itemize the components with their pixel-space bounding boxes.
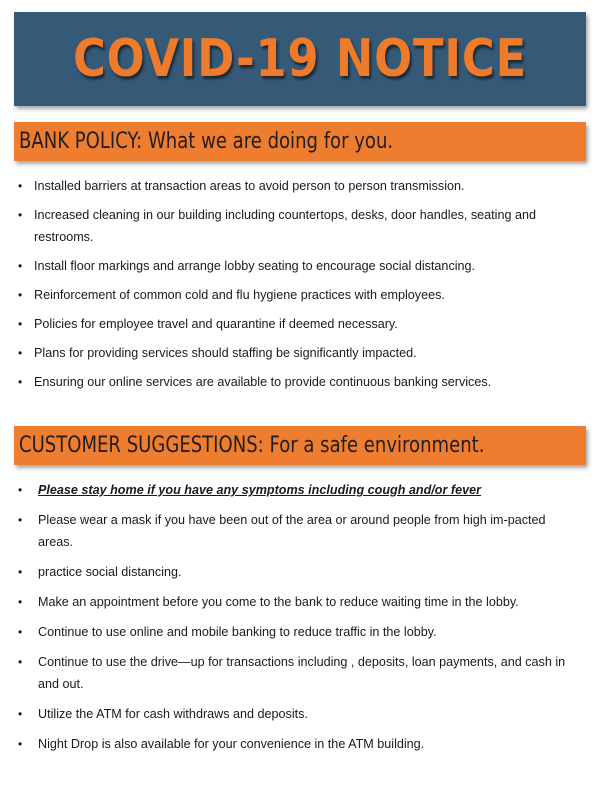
page-title: COVID-19 NOTICE bbox=[72, 29, 528, 89]
list-item: • Continue to use online and mobile banking to reduce traffic in the lobby. bbox=[18, 621, 578, 643]
list-item: • Installed barriers at transaction areas to avoid person to person transmission. bbox=[18, 175, 578, 197]
list-item: • practice social distancing. bbox=[18, 561, 578, 583]
list-item: • Continue to use the drive—up for transactions including , deposits, loan payments, and cash in and out. bbox=[18, 651, 578, 695]
list-item: • Increased cleaning in our building including countertops, desks, door handles, seating and restrooms. bbox=[18, 204, 578, 248]
stay-home-text: Please stay home if you have any symptoms including cough and/or fever bbox=[38, 483, 482, 497]
list-item: • Install floor markings and arrange lobby seating to encourage social distancing. bbox=[18, 255, 578, 277]
list-item: • Reinforcement of common cold and flu hygiene practices with employees. bbox=[18, 284, 578, 306]
list-item: • Policies for employee travel and quarantine if deemed necessary. bbox=[18, 313, 578, 335]
list-item-emphasis bbox=[18, 479, 578, 501]
bank-policy-heading: BANK POLICY: What we are doing for you. bbox=[19, 129, 394, 154]
bank-policy-list bbox=[18, 175, 578, 400]
customer-suggestions-list bbox=[18, 479, 578, 763]
list-item: • Plans for providing services should staffing be significantly impacted. bbox=[18, 342, 578, 364]
bank-policy-header bbox=[14, 122, 586, 161]
list-item: • Please wear a mask if you have been out of the area or around people from high im-pacted areas. bbox=[18, 509, 578, 553]
title-banner bbox=[14, 12, 586, 106]
list-item: • Utilize the ATM for cash withdraws and deposits. bbox=[18, 703, 578, 725]
customer-suggestions-header bbox=[14, 426, 586, 465]
list-item: • Night Drop is also available for your convenience in the ATM building. bbox=[18, 733, 578, 755]
list-item: • Ensuring our online services are available to provide continuous banking services. bbox=[18, 371, 578, 393]
list-item: • Make an appointment before you come to the bank to reduce waiting time in the lobby. bbox=[18, 591, 578, 613]
customer-suggestions-heading: CUSTOMER SUGGESTIONS: For a safe environment. bbox=[19, 433, 485, 458]
